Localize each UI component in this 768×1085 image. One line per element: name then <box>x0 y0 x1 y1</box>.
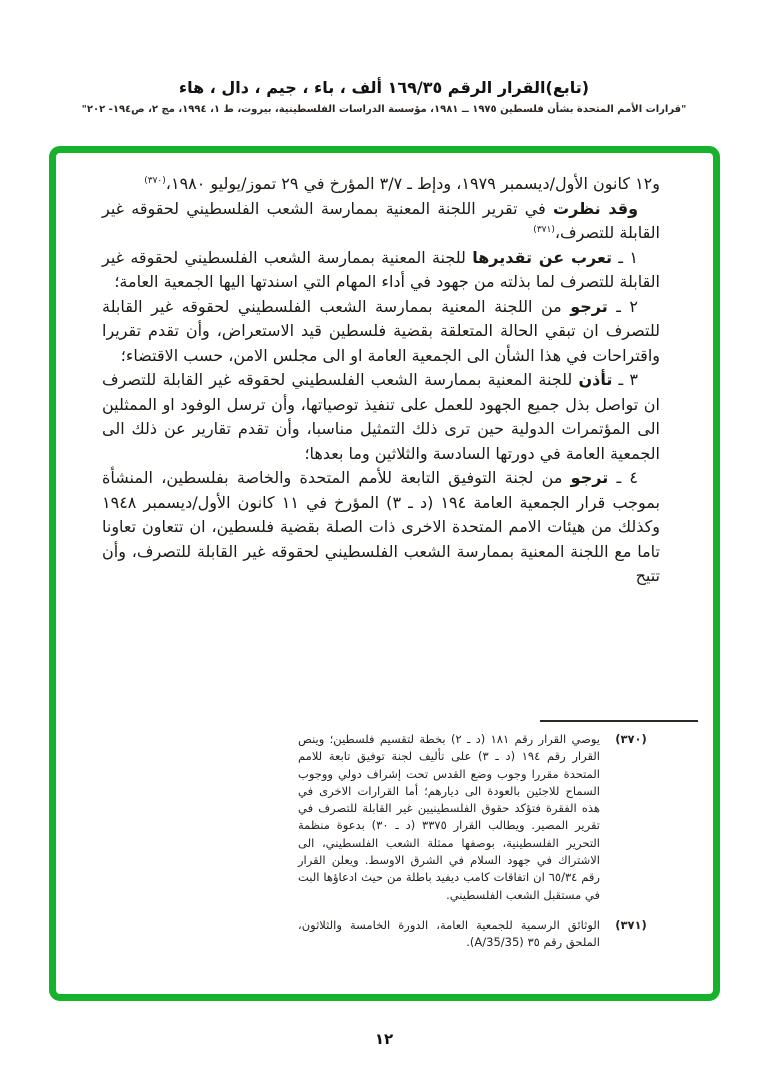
footnotes-section <box>298 731 650 965</box>
body-paragraph <box>102 368 660 466</box>
footnote <box>298 917 650 952</box>
body-paragraph <box>102 295 660 369</box>
body-paragraph <box>102 197 660 246</box>
footnote-ref: (٣٧٠) <box>144 176 166 186</box>
body-paragraph <box>102 172 660 197</box>
source-citation: "قرارات الأمم المتحدة بشأن فلسطين ١٩٧٥ ــ ١٩٨١، مؤسسة الدراسات الفلسطينية، بيروت، ط ١، ١٩٩٤، مج ٢، ص١٩٤- ٢٠٢" <box>81 104 687 115</box>
resolution-body <box>102 172 660 589</box>
page-number: ١٢ <box>374 1030 394 1048</box>
paragraph-text: في تقرير اللجنة المعنية بممارسة الشعب الفلسطيني لحقوقه غير القابلة للتصرف، <box>102 198 660 242</box>
paragraph-number: ٣ ـ <box>612 370 639 389</box>
paragraph-number: ٤ ـ <box>608 468 639 487</box>
footnote-text: الوثائق الرسمية للجمعية العامة، الدورة الخامسة والثلاثون، الملحق رقم ٣٥ (A/35/35). <box>298 917 600 950</box>
paragraph-text: من اللجنة المعنية بممارسة الشعب الفلسطيني لحقوقه غير القابلة للتصرف ان تبقي الحالة المتعلقة بقضية فلسطين قيد الاستعراض، وأن تقدم تقريرا واقتراحات في هذا الشأن الى الجمعية العامة او الى مجلس الامن، حسب الاقتضاء؛ <box>102 296 660 365</box>
paragraph-lead: ترجو <box>570 296 608 316</box>
paragraph-text: للجنة المعنية بممارسة الشعب الفلسطيني لحقوقه غير القابلة للتصرف لما بذلته من جهود في أداء المهام التي اسندتها اليها الجمعية العامة؛ <box>102 247 660 291</box>
footnote-separator <box>540 720 698 722</box>
paragraph-number: ١ ـ <box>612 247 638 267</box>
footnote-ref: (٣٧١) <box>533 225 555 235</box>
page-header <box>0 0 768 115</box>
paragraph-text: و١٢ كانون الأول/ديسمبر ١٩٧٩، ودإط ـ ٣/٧ المؤرخ في ٢٩ تموز/يوليو ١٩٨٠، <box>165 174 660 193</box>
footnote-number: (٣٧١) <box>615 917 647 932</box>
footnote-number: (٣٧٠) <box>615 732 647 746</box>
paragraph-lead: تعرب عن تقديرها <box>472 247 613 267</box>
paragraph-text: للجنة المعنية بممارسة الشعب الفلسطيني لحقوقه غير القابلة للتصرف ان تواصل بذل جميع الجهود للعمل على تنفيذ توصياتها، وأن ترسل الوفود او الممثلين الى المؤتمرات الدولية حين ترى ذلك التمثيل مناسبا، وأن تقدم تقارير عن ذلك الى الجمعية العامة في دورتها السادسة والثلاثين وما بعدها؛ <box>102 370 660 463</box>
footnote-text: يوصي القرار رقم ١٨١ (د ـ ٢) بخطة لتقسيم فلسطين؛ وينص القرار رقم ١٩٤ (د ـ ٣) على تأليف لجنة توفيق تابعة للامم المتحدة مقررا وجوب وضع القدس تحت إشراف دولي ووجوب السماح للاجئين بالعودة الى ديارهم؛ أما القرارات الاخرى في هذه الفقرة فتؤكد حقوق الفلسطينيين غير القابلة للتصرف في تقرير المصير. ويطالب القرار ٣٣٧٥ (د ـ ٣٠) بدعوة منظمة التحرير الفلسطينية، بوصفها ممثلة الشعب الفلسطيني، الى الاشتراك في جهود السلام في الشرق الاوسط. ويعلن القرار رقم ٦٥/٣٤ ان اتفاقات كامب ديفيد باطلة من حيث ادعاؤها البت في مستقبل الشعب الفلسطيني. <box>298 732 600 902</box>
resolution-title: (تابع)القرار الرقم ١٦٩/٣٥ ألف ، باء ، جيم ، دال ، هاء <box>178 78 590 97</box>
paragraph-lead: وقد نظرت <box>553 198 639 218</box>
paragraph-lead: ترجو <box>570 468 609 487</box>
body-paragraph <box>102 246 660 295</box>
paragraph-lead: تأذن <box>578 370 613 389</box>
paragraph-number: ٢ ـ <box>607 296 638 316</box>
paragraph-text: من لجنة التوفيق التابعة للأمم المتحدة والخاصة بفلسطين، المنشأة بموجب قرار الجمعية العامة ١٩٤ (د ـ ٣) المؤرخ في ١١ كانون الأول/ديسمبر ١٩٤٨ وكذلك من هيئات الامم المتحدة الاخرى ذات الصلة بقضية فلسطين، ان تتعاون تعاونا تاما مع اللجنة المعنية بممارسة الشعب الفلسطيني لحقوقه غير القابلة للتصرف، وأن تتيح <box>102 468 661 585</box>
footnote <box>298 731 650 904</box>
body-paragraph <box>102 466 660 589</box>
